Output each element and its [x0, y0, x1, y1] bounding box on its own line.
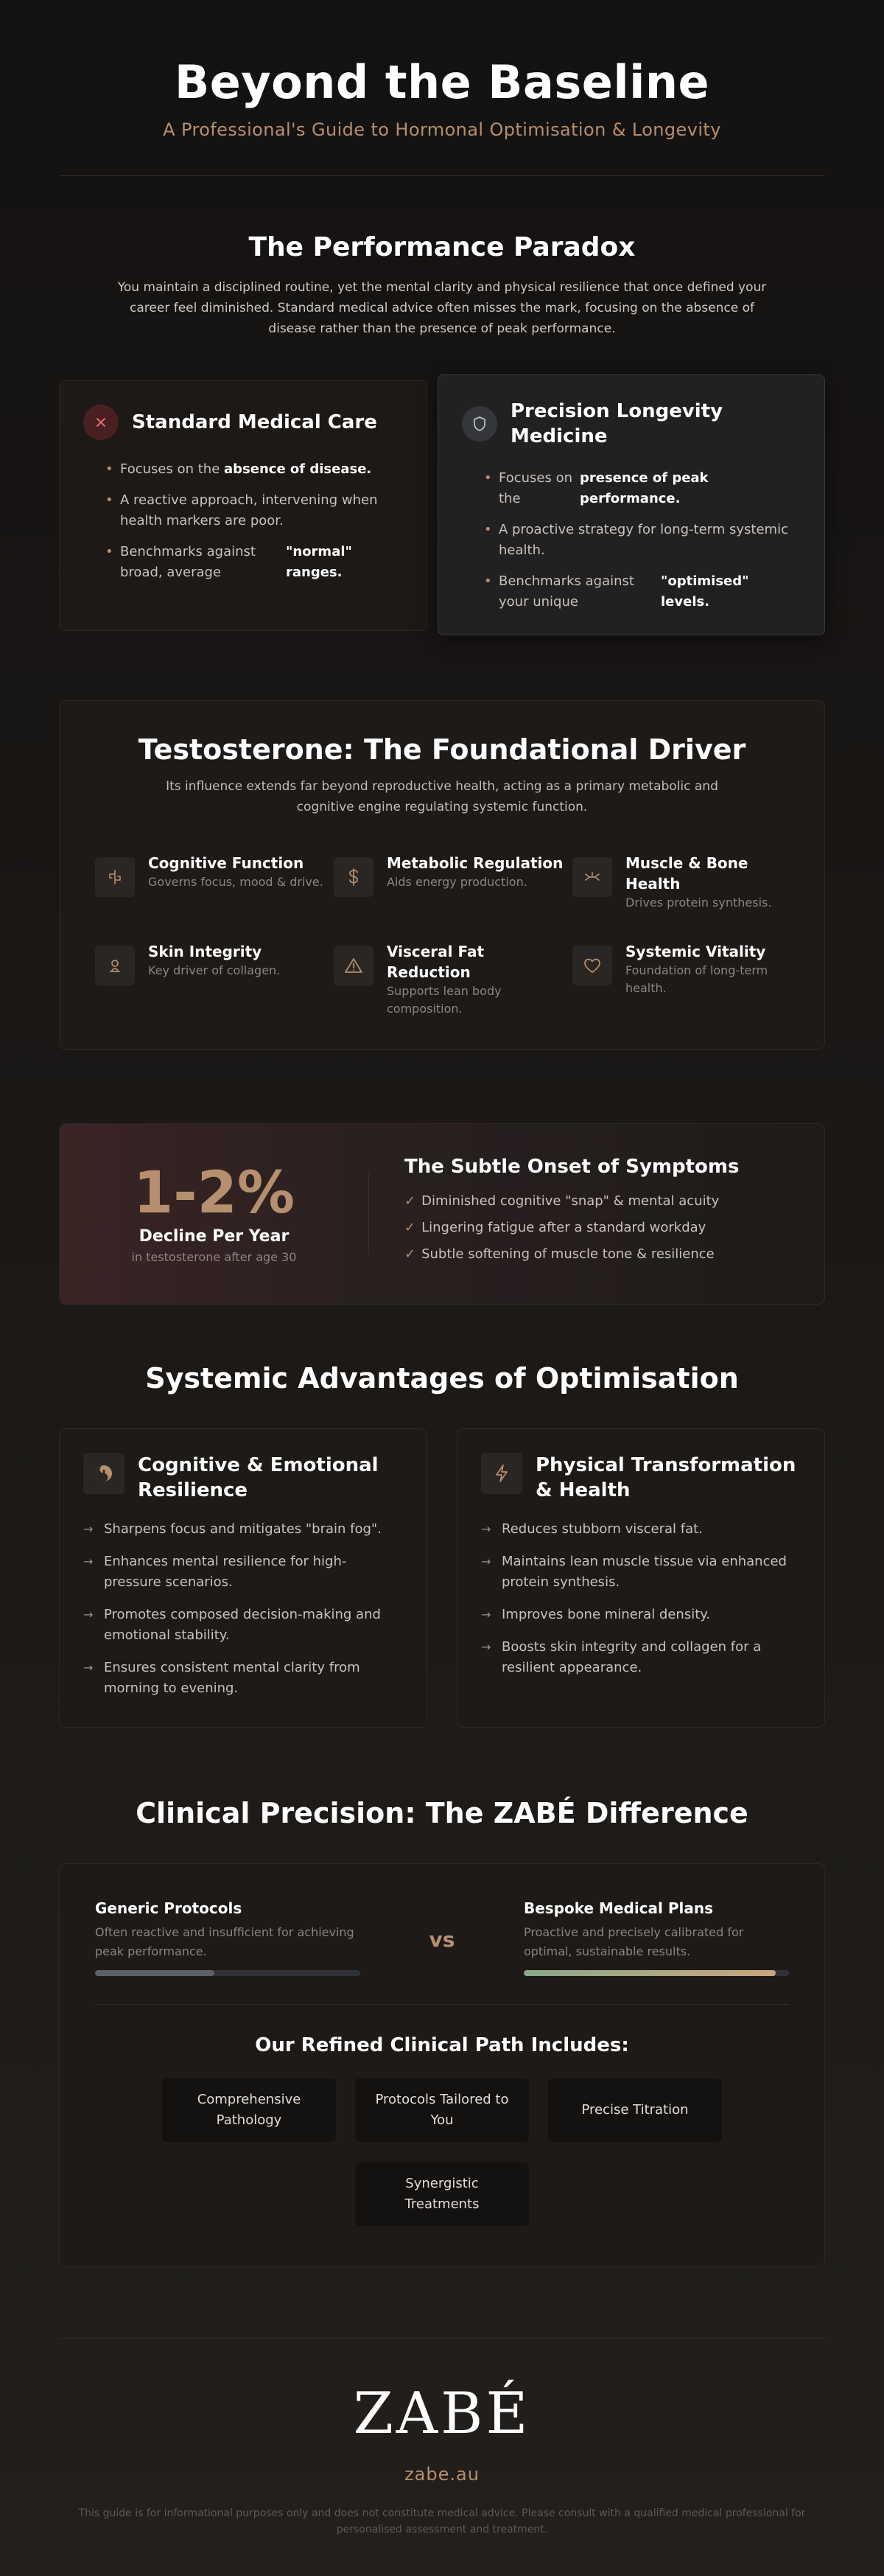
item-text: Sharpens focus and mitigates "brain fog". [104, 1521, 382, 1537]
decline-stat [60, 1160, 369, 1264]
item-text: Diminished cognitive "snap" & mental acuity [421, 1193, 720, 1209]
feature-title: Skin Integrity [148, 943, 262, 960]
item-emphasis: presence of peak performance. [580, 470, 709, 506]
item-text: • A proactive strategy for long-term systemic health. [499, 522, 788, 558]
clinical-card [59, 1863, 825, 2267]
card-header [481, 1453, 801, 1503]
item-text: Subtle softening of muscle tone & resilience [421, 1246, 715, 1262]
skin-icon [95, 946, 135, 985]
progress-fill [524, 1970, 776, 1976]
list-item [481, 1519, 801, 1540]
standard-care-card [59, 380, 427, 631]
website-link[interactable]: zabe.au [404, 2464, 480, 2485]
arrow-icon: → [481, 1640, 491, 1654]
section-lead: You maintain a disciplined routine, yet the mental clarity and physical resilience that once defined your career feel diminished. Standard medical advice often misses the mark, focusing on the absence of disease rather than the presence of peak performance. [117, 280, 767, 336]
progress-fill [95, 1970, 214, 1976]
protocol-title: Generic Protocols [95, 1899, 242, 1917]
feature-title: Metabolic Regulation [387, 854, 564, 872]
dumbbell-icon [572, 857, 612, 897]
item-text: Improves bone mineral density. [502, 1607, 711, 1622]
item-text: Boosts skin integrity and collagen for a resilient appearance. [502, 1639, 762, 1675]
feature-title: Visceral Fat Reduction [387, 943, 485, 981]
symptom-onset-banner [59, 1123, 825, 1305]
list-item [120, 490, 403, 531]
path-item: Precise Titration [548, 2078, 722, 2142]
feature-desc: Supports lean body composition. [387, 984, 502, 1016]
item-text: Lingering fatigue after a standard workday [421, 1220, 706, 1235]
testosterone-driver-section [59, 700, 825, 1050]
brain-circuit-icon [95, 857, 135, 897]
item-text: Enhances mental resilience for high-pressure scenarios. [104, 1554, 347, 1590]
close-icon [83, 405, 119, 440]
page-subtitle: A Professional's Guide to Hormonal Optimisation & Longevity [163, 119, 721, 140]
generic-progress-bar [95, 1970, 360, 1976]
feature-vitality [572, 941, 793, 1018]
symptom-list-panel [369, 1156, 739, 1272]
clinical-precision-section [59, 1797, 825, 2267]
card-title: Cognitive & Emotional Resilience [138, 1454, 379, 1501]
symptom-list [404, 1193, 739, 1263]
list-item [120, 542, 403, 583]
performance-paradox-section [59, 232, 825, 635]
list-item [404, 1193, 739, 1210]
card-header [83, 1453, 403, 1503]
section-title: Testosterone: The Foundational Driver [138, 733, 746, 766]
item-text: • Benchmarks against your unique [499, 573, 634, 610]
list-item [481, 1637, 801, 1678]
list-item [499, 520, 801, 561]
list-item [83, 1658, 403, 1699]
item-text: • Benchmarks against broad, average [120, 544, 256, 580]
feature-desc: Key driver of collagen. [148, 963, 281, 977]
physical-transformation-card [457, 1428, 825, 1728]
list-item [404, 1246, 739, 1263]
list-item [83, 1551, 403, 1593]
item-text: Maintains lean muscle tissue via enhanced protein synthesis. [502, 1554, 787, 1590]
arrow-icon: → [83, 1661, 94, 1675]
stat-label: Decline Per Year [138, 1227, 290, 1246]
feature-title: Systemic Vitality [625, 943, 766, 960]
feature-desc: Aids energy production. [387, 875, 527, 889]
bespoke-progress-bar [524, 1970, 789, 1976]
list-item [83, 1519, 403, 1540]
protocol-desc: Often reactive and insufficient for achieving peak performance. [95, 1925, 354, 1958]
feature-desc: Foundation of long-term health. [625, 963, 768, 995]
hero-header [59, 0, 825, 140]
list-item [120, 459, 403, 480]
path-item: Synergistic Treatments [355, 2163, 529, 2226]
section-title: Clinical Precision: The ZABÉ Difference [136, 1797, 748, 1829]
feature-visceral [334, 941, 572, 1018]
item-text: Ensures consistent mental clarity from morning to evening. [104, 1660, 360, 1696]
list-item [499, 468, 801, 509]
bespoke-plans [524, 1899, 789, 1976]
systemic-advantages-section [59, 1362, 825, 1728]
brand-logo: ZABÉ [353, 2381, 531, 2447]
check-icon: ✓ [404, 1246, 416, 1262]
list-item [481, 1605, 801, 1625]
physical-list [481, 1519, 801, 1678]
arrow-icon: → [83, 1608, 94, 1622]
generic-protocols [95, 1899, 360, 1976]
footer [59, 2381, 825, 2538]
symptom-title: The Subtle Onset of Symptoms [404, 1156, 740, 1178]
cognitive-resilience-card [59, 1428, 427, 1728]
check-icon: ✓ [404, 1220, 416, 1235]
path-item: Protocols Tailored to You [355, 2078, 529, 2142]
feature-grid [95, 853, 789, 1018]
precision-list [462, 468, 801, 612]
protocol-desc: Proactive and precisely calibrated for optimal, sustainable results. [523, 1925, 744, 1958]
precision-medicine-card [438, 374, 825, 635]
warning-icon [334, 946, 373, 985]
cognitive-list [83, 1519, 403, 1699]
bolt-icon [481, 1453, 522, 1494]
comparison-cards [59, 374, 825, 635]
card-header [462, 399, 801, 449]
arrow-icon: → [481, 1554, 491, 1568]
advantage-cards [59, 1428, 825, 1728]
list-item [481, 1551, 801, 1593]
item-emphasis: absence of disease. [224, 461, 372, 477]
feature-skin [95, 941, 334, 1018]
divider [59, 175, 825, 176]
item-text: Reduces stubborn visceral fat. [502, 1521, 703, 1537]
protocol-title: Bespoke Medical Plans [523, 1899, 714, 1917]
page-title: Beyond the Baseline [174, 55, 710, 109]
feature-title: Muscle & Bone Health [625, 854, 748, 893]
check-icon: ✓ [404, 1193, 416, 1209]
feature-metabolic [334, 853, 572, 912]
protocol-comparison [95, 1899, 789, 1976]
list-item [83, 1605, 403, 1646]
item-text: • A reactive approach, intervening when health markers are poor. [120, 492, 378, 528]
yin-icon [83, 1453, 124, 1494]
clinical-path-title: Our Refined Clinical Path Includes: [255, 2034, 629, 2056]
section-title: The Performance Paradox [248, 232, 636, 262]
feature-desc: Drives protein synthesis. [625, 896, 772, 910]
card-title: Standard Medical Care [132, 411, 377, 433]
stat-sublabel: in testosterone after age 30 [131, 1250, 297, 1264]
arrow-icon: → [83, 1522, 94, 1536]
arrow-icon: → [481, 1608, 491, 1622]
path-item: Comprehensive Pathology [162, 2078, 336, 2142]
card-header [83, 405, 403, 440]
divider [59, 2338, 825, 2339]
dollar-icon [334, 857, 373, 897]
standard-care-list [83, 459, 403, 583]
feature-cognitive [95, 853, 334, 912]
section-lead: Its influence extends far beyond reproductive health, acting as a primary metabolic and cognitive engine regulating systemic function. [166, 779, 718, 814]
disclaimer: This guide is for informational purposes only and does not constitute medical advice. Please consult with a qualified medical professional for personalised assessment and treatment. [78, 2507, 806, 2535]
versus-label: vs [429, 1927, 455, 1952]
item-emphasis: "optimised" levels. [661, 573, 749, 610]
list-item [499, 571, 801, 612]
item-text: • Focuses on the [499, 470, 573, 506]
clinical-path-list [144, 2078, 740, 2226]
item-text: Promotes composed decision-making and emotional stability. [104, 1607, 381, 1643]
shield-icon [462, 406, 497, 441]
arrow-icon: → [481, 1522, 491, 1536]
feature-muscle [572, 853, 793, 912]
card-title: Physical Transformation & Health [536, 1454, 796, 1501]
arrow-icon: → [83, 1554, 94, 1568]
item-emphasis: "normal" ranges. [286, 544, 352, 580]
stat-value: 1-2% [133, 1160, 295, 1226]
list-item [404, 1219, 739, 1237]
heart-icon [572, 946, 612, 985]
card-title: Precision Longevity Medicine [511, 400, 723, 447]
feature-title: Cognitive Function [148, 854, 304, 872]
section-title: Systemic Advantages of Optimisation [145, 1362, 739, 1395]
feature-desc: Governs focus, mood & drive. [148, 875, 323, 889]
item-text: Focuses on the [120, 461, 224, 477]
divider [95, 2004, 789, 2005]
